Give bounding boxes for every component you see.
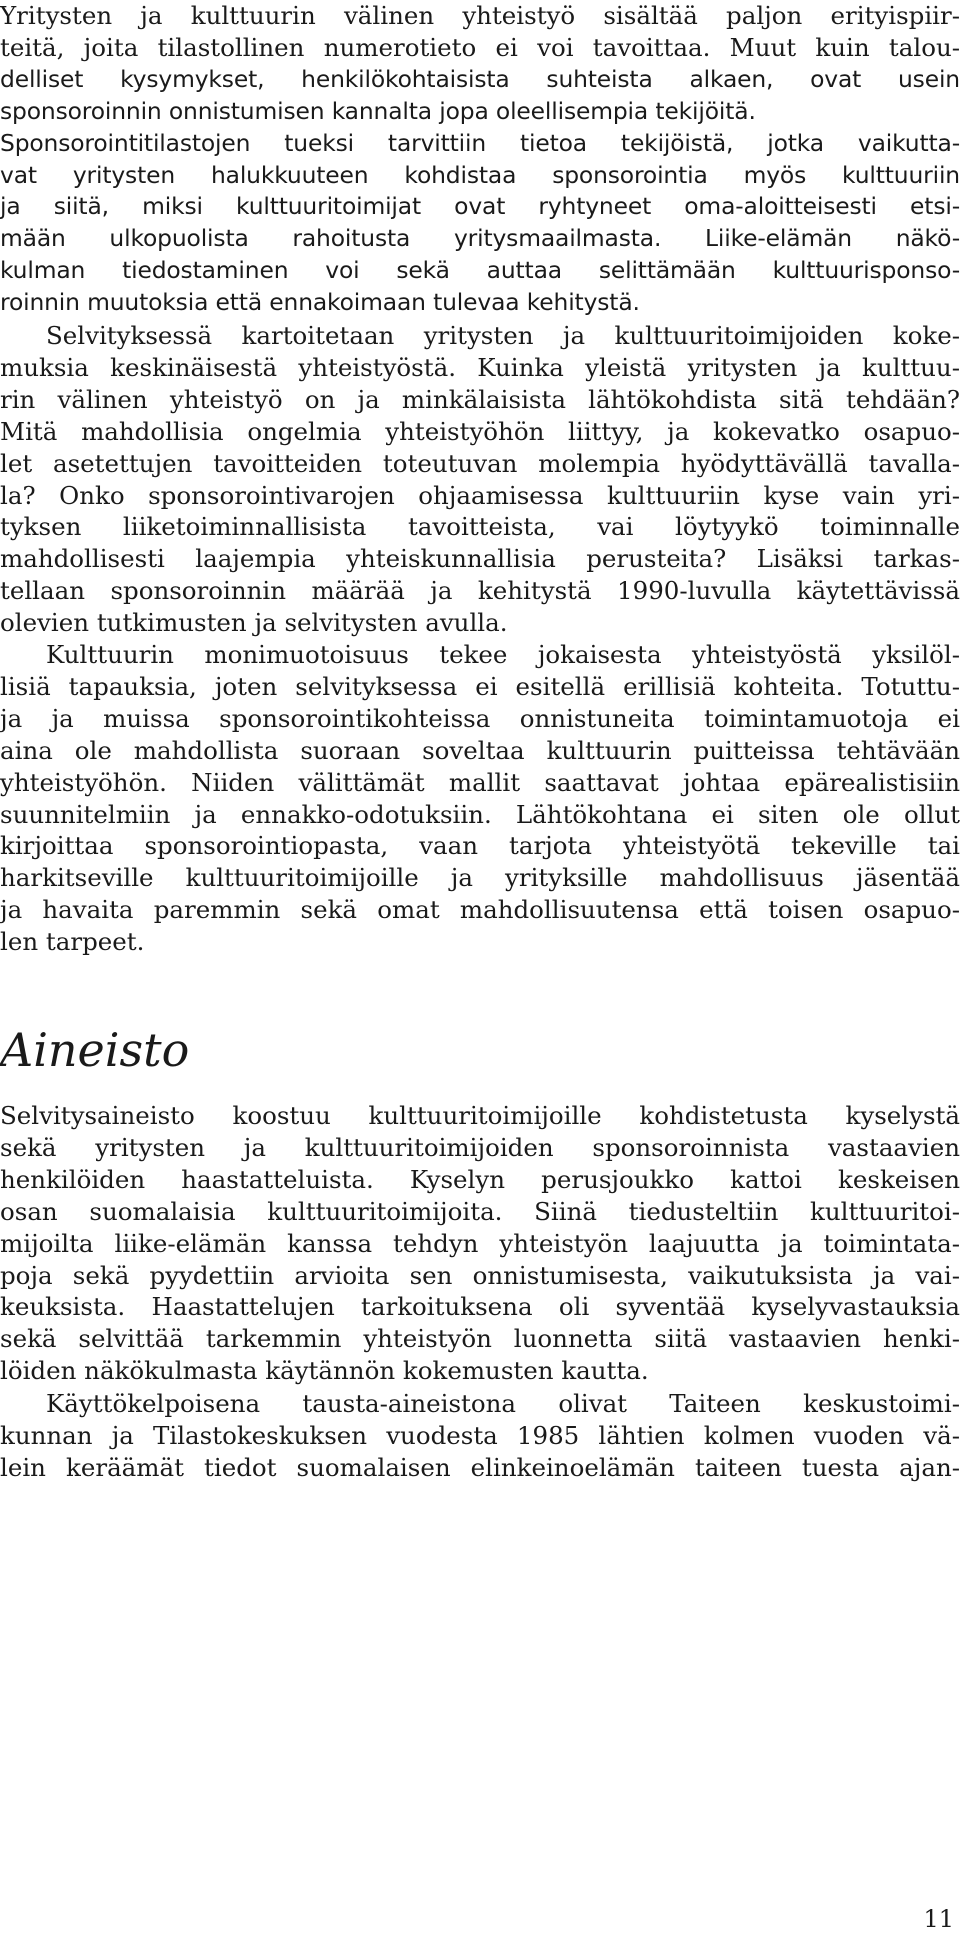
- text-line: mahdollisesti laajempia yhteiskunnallisia perusteita? Lisäksi tarkas-: [0, 544, 960, 574]
- text-line: sponsoroinnin onnistumisen kannalta jopa oleellisempia tekijöitä.: [0, 96, 756, 125]
- text-line: sekä yritysten ja kulttuuritoimijoiden sponsoroinnista vastaavien: [0, 1132, 960, 1162]
- text-line: lisiä tapauksia, joten selvityksessa ei esitellä erillisiä kohteita. Totuttu-: [0, 671, 960, 701]
- section-heading: Aineisto: [0, 1023, 190, 1077]
- text-line: mijoilta liike-elämän kanssa tehdyn yhteistyön laajuutta ja toimintata-: [0, 1228, 960, 1258]
- text-line: tellaan sponsoroinnin määrää ja kehitystä 1990-luvulla käytettävissä: [0, 576, 960, 606]
- text-line: yhteistyöhön. Niiden välittämät mallit saattavat johtaa epärealistisiin: [0, 767, 960, 797]
- text-line: roinnin muutoksia että ennakoimaan tulevaa kehitystä.: [0, 288, 640, 317]
- text-line: mään ulkopuolista rahoitusta yritysmaailmasta. Liike-elämän näkö-: [0, 224, 960, 253]
- text-line: kunnan ja Tilastokeskuksen vuodesta 1985 lähtien kolmen vuoden vä-: [0, 1420, 960, 1450]
- text-line: tyksen liiketoiminnallisista tavoitteista, vai löytyykö toiminnalle: [0, 512, 960, 542]
- text-line: ja siitä, miksi kulttuuritoimijat ovat ryhtyneet oma-aloitteisesti etsi-: [0, 192, 960, 221]
- text-line: Sponsorointitilastojen tueksi tarvittiin tietoa tekijöistä, jotka vaikutta-: [0, 128, 960, 157]
- text-line: kirjoittaa sponsorointiopasta, vaan tarjota yhteistyötä tekeville tai: [0, 831, 960, 861]
- text-line: delliset kysymykset, henkilökohtaisista suhteista alkaen, ovat usein: [0, 64, 960, 93]
- text-line: teitä, joita tilastollinen numerotieto ei voi tavoittaa. Muut kuin talou-: [0, 32, 960, 62]
- paragraph-intro: [0, 0, 960, 319]
- paragraph-aineisto: [0, 1100, 960, 1387]
- text-line: henkilöiden haastatteluista. Kyselyn perusjoukko kattoi keskeisen: [0, 1164, 960, 1194]
- text-line: olevien tutkimusten ja selvitysten avulla.: [0, 608, 508, 638]
- text-line: Käyttökelpoisena tausta-aineistona olivat Taiteen keskustoimi-: [46, 1389, 960, 1418]
- text-line: muksia keskinäisestä yhteistyöstä. Kuinka yleistä yritysten ja kulttuu-: [0, 352, 960, 382]
- text-line: löiden näkökulmasta käytännön kokemusten kautta.: [0, 1356, 649, 1386]
- text-line: suunnitelmiin ja ennakko-odotuksiin. Lähtökohtana ei siten ole ollut: [0, 799, 960, 829]
- text-line: Yritysten ja kulttuurin välinen yhteistyö sisältää paljon erityispiir-: [0, 1, 960, 30]
- text-line: la? Onko sponsorointivarojen ohjaamisessa kulttuuriin kyse vain yri-: [0, 480, 960, 510]
- paragraph-selvitys: [0, 320, 960, 639]
- text-line: sekä selvittää tarkemmin yhteistyön luonnetta siitä vastaavien henki-: [0, 1324, 960, 1354]
- text-line: kulman tiedostaminen voi sekä auttaa selittämään kulttuurisponso-: [0, 256, 960, 285]
- text-line: aina ole mahdollista suoraan soveltaa kulttuurin puitteissa tehtävään: [0, 735, 960, 765]
- text-line: osan suomalaisia kulttuuritoimijoita. Siinä tiedusteltiin kulttuuritoi-: [0, 1196, 960, 1226]
- text-line: len tarpeet.: [0, 927, 145, 957]
- page-number: 11: [923, 1905, 954, 1933]
- paragraph-tausta-aineisto: [0, 1388, 960, 1484]
- text-line: Selvitysaineisto koostuu kulttuuritoimijoille kohdistetusta kyselystä: [0, 1101, 960, 1130]
- text-line: harkitseville kulttuuritoimijoille ja yrityksille mahdollisuus jäsentää: [0, 863, 960, 893]
- text-line: vat yritysten halukkuuteen kohdistaa sponsorointia myös kulttuuriin: [0, 160, 960, 189]
- text-line: lein keräämät tiedot suomalaisen elinkeinoelämän taiteen tuesta ajan-: [0, 1452, 960, 1482]
- text-line: ja havaita paremmin sekä omat mahdollisuutensa että toisen osapuo-: [0, 895, 960, 925]
- text-line: keuksista. Haastattelujen tarkoituksena oli syventää kyselyvastauksia: [0, 1292, 960, 1322]
- text-line: let asetettujen tavoitteiden toteutuvan molempia hyödyttävällä tavalla-: [0, 448, 960, 478]
- text-line: rin välinen yhteistyö on ja minkälaisista lähtökohdista sitä tehdään?: [0, 384, 960, 414]
- paragraph-monimuotoisuus: [0, 639, 960, 958]
- text-line: poja sekä pyydettiin arvioita sen onnistumisesta, vaikutuksista ja vai-: [0, 1260, 960, 1290]
- text-line: Selvityksessä kartoitetaan yritysten ja kulttuuritoimijoiden koke-: [46, 321, 960, 350]
- text-line: Kulttuurin monimuotoisuus tekee jokaisesta yhteistyöstä yksilöl-: [46, 640, 960, 669]
- text-line: ja ja muissa sponsorointikohteissa onnistuneita toimintamuotoja ei: [0, 703, 960, 733]
- text-line: Mitä mahdollisia ongelmia yhteistyöhön liittyy, ja kokevatko osapuo-: [0, 416, 960, 446]
